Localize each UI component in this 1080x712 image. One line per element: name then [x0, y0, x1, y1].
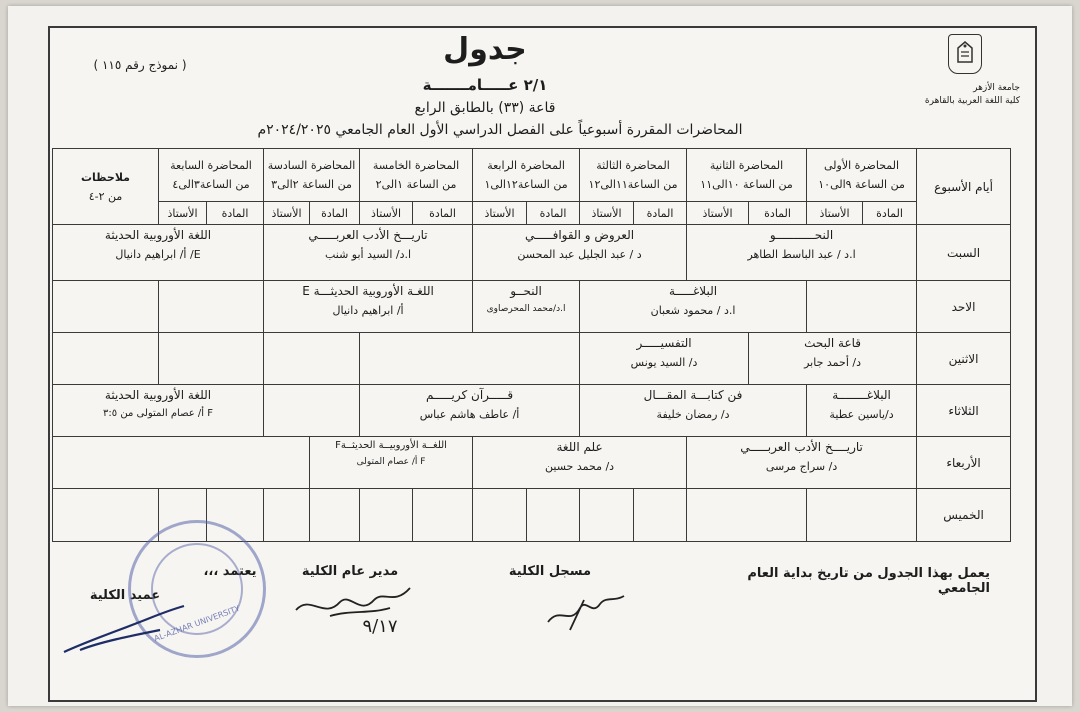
cell-sun-2: النحــو ا.د/محمد المحرصاوى	[473, 281, 580, 333]
professor-label: الأستاذ	[360, 202, 413, 225]
cell-sun-empty	[807, 281, 917, 333]
cell-sat-3: تاريـــخ الأدب العربـــــي ا.د/ السيد أبو شنب	[264, 225, 473, 281]
cell-thu-empty	[360, 489, 413, 542]
cell-sat-4: اللغة الأوروبية الحديثة E/ أ/ ابراهيم دانيال	[53, 225, 264, 281]
dean-label: عميد الكلية	[89, 588, 161, 603]
subject-label: المادة	[749, 202, 807, 225]
registrar-label: مسجل الكلية	[508, 564, 592, 579]
row-wednesday	[53, 437, 1011, 489]
cell-tue-3: قـــــرآن كريـــــم أ/ عاطف هاشم عباس	[360, 385, 580, 437]
cell-wed-2: علم اللغة د/ محمد حسين	[473, 437, 687, 489]
professor-label: الأستاذ	[159, 202, 207, 225]
row-tuesday	[53, 385, 1011, 437]
subject-label: المادة	[207, 202, 264, 225]
cell-thu-empty	[264, 489, 310, 542]
cell-mon-empty	[53, 333, 159, 385]
cell-tue-empty	[264, 385, 360, 437]
signature-date: ٩/١٧	[362, 616, 398, 637]
university-logo-icon	[948, 34, 982, 74]
cell-thu-empty	[413, 489, 473, 542]
period-5-header: المحاضرة الخامسة من الساعة ١الى٢	[360, 149, 473, 202]
institution-block	[900, 82, 1020, 108]
period-7-header: المحاضرة السابعة من الساعة٣الى٤	[159, 149, 264, 202]
period-4-header: المحاضرة الرابعة من الساعة١٢الى١	[473, 149, 580, 202]
day-monday: الاثنين	[917, 333, 1011, 385]
cell-wed-empty	[53, 437, 310, 489]
days-header: أيام الأسبوع	[917, 149, 1011, 225]
cell-thu-empty	[634, 489, 687, 542]
college-name: كلية اللغة العربية بالقاهرة	[924, 96, 1020, 106]
cell-thu-empty	[53, 489, 159, 542]
day-tuesday: الثلاثاء	[917, 385, 1011, 437]
cell-thu-empty	[527, 489, 580, 542]
row-monday	[53, 333, 1011, 385]
day-wednesday: الأربعاء	[917, 437, 1011, 489]
cell-tue-2: فن كتابـــة المقـــال د/ رمضان خليفة	[580, 385, 807, 437]
registrar-signature	[540, 586, 630, 636]
cell-thu-empty	[687, 489, 807, 542]
day-saturday: السبت	[917, 225, 1011, 281]
cell-wed-1: تاريــــخ الأدب العربـــــي د/ سراج مرسى	[687, 437, 917, 489]
university-name: جامعة الأزهر	[973, 83, 1020, 93]
hall-location: قاعة (٣٣) بالطابق الرابع	[414, 100, 556, 116]
subject-label: المادة	[413, 202, 473, 225]
page-title: جدول	[443, 32, 527, 67]
schedule-description: المحاضرات المقررة أسبوعياً على الفصل الدراسي الأول العام الجامعي ٢٠٢٤/٢٠٢٥م	[257, 122, 743, 138]
cell-mon-empty	[360, 333, 580, 385]
dean-signature	[60, 600, 190, 660]
cell-mon-empty	[159, 333, 264, 385]
header-row-periods	[53, 149, 1011, 202]
stamp-text: AL-AZHAR UNIVERSITY	[152, 603, 242, 644]
cell-sun-empty	[53, 281, 159, 333]
form-number: ( نموذج رقم ١١٥ )	[93, 58, 187, 72]
schedule-table	[52, 148, 1011, 542]
cell-tue-4: اللغة الأوروبية الحديثة F أ/ عصام المتولى من ٣:٥	[53, 385, 264, 437]
class-name: ٢/١ عـــــامـــــــة	[422, 76, 548, 94]
cell-sun-3: اللغـة الأوروبية الحديثـــة E أ/ ابراهيم دانيال	[264, 281, 473, 333]
cell-thu-empty	[807, 489, 917, 542]
row-sunday	[53, 281, 1011, 333]
professor-label: الأستاذ	[807, 202, 863, 225]
subject-label: المادة	[527, 202, 580, 225]
header-row-subject-prof	[53, 202, 1011, 225]
cell-thu-empty	[580, 489, 634, 542]
cell-mon-empty	[264, 333, 360, 385]
cell-mon-1: قاعة البحث د/ أحمد جابر	[749, 333, 917, 385]
cell-thu-empty	[310, 489, 360, 542]
day-thursday: الخميس	[917, 489, 1011, 542]
subject-label: المادة	[863, 202, 917, 225]
cell-sun-1: البلاغـــــة ا.د / محمود شعبان	[580, 281, 807, 333]
cell-tue-1: البلاغــــــــة د/ياسين عطية	[807, 385, 917, 437]
cell-mon-2: التفسيـــــر د/ السيد يونس	[580, 333, 749, 385]
professor-label: الأستاذ	[580, 202, 634, 225]
day-sunday: الاحد	[917, 281, 1011, 333]
general-manager-label: مدير عام الكلية	[301, 564, 399, 579]
cell-sat-2: العروض و القوافـــــي د / عبد الجليل عبد المحسن	[473, 225, 687, 281]
cell-sun-empty	[159, 281, 264, 333]
subject-label: المادة	[310, 202, 360, 225]
notes-header: ملاحظات من ٢-٤	[53, 149, 159, 225]
cell-thu-empty	[473, 489, 527, 542]
approved-label: يعتمد ،،،	[203, 564, 257, 579]
period-6-header: المحاضرة السادسة من الساعة ٢الى٣	[264, 149, 360, 202]
period-2-header: المحاضرة الثانية من الساعة ١٠الى١١	[687, 149, 807, 202]
row-saturday	[53, 225, 1011, 281]
period-1-header: المحاضرة الأولى من الساعة ٩الى١٠	[807, 149, 917, 202]
period-3-header: المحاضرة الثالثة من الساعة١١الى١٢	[580, 149, 687, 202]
subject-label: المادة	[634, 202, 687, 225]
professor-label: الأستاذ	[264, 202, 310, 225]
professor-label: الأستاذ	[687, 202, 749, 225]
cell-sat-1: النحـــــــــــو ا.د / عبد الباسط الطاهر	[687, 225, 917, 281]
effective-note: يعمل بهذا الجدول من تاريخ بداية العام الجامعي	[747, 566, 990, 596]
cell-wed-3: اللغــة الأوروبيــة الحديثــةF F أ/ عصام المتولى	[310, 437, 473, 489]
professor-label: الأستاذ	[473, 202, 527, 225]
